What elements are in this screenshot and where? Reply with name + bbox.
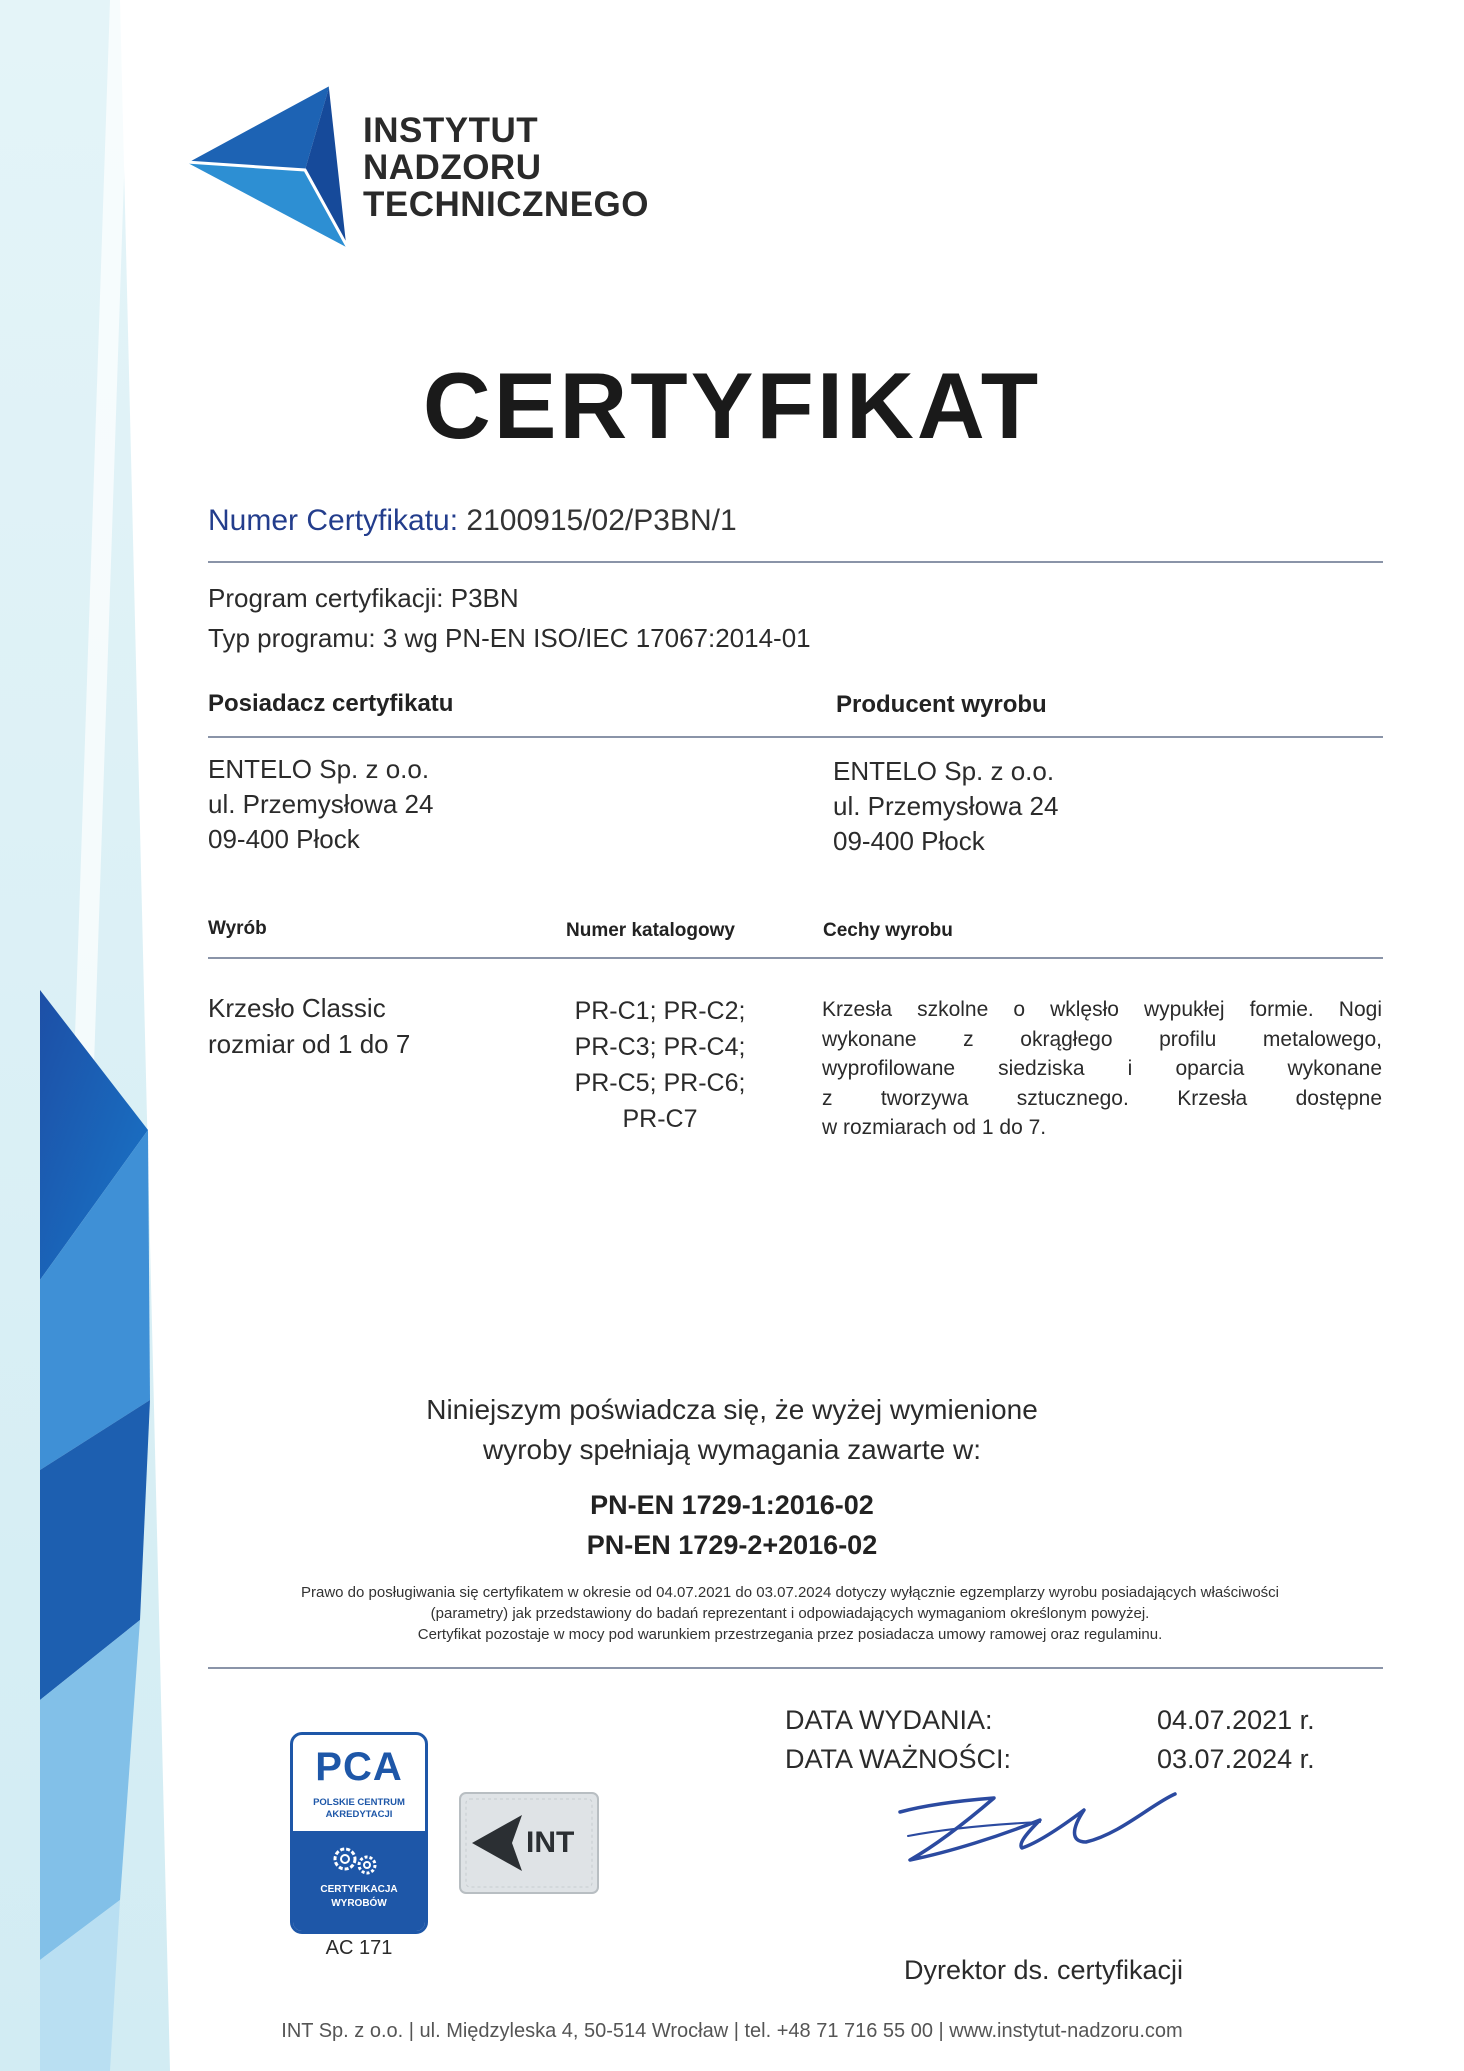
pca-subtitle [295, 1797, 423, 1821]
divider [208, 561, 1383, 563]
program-info [208, 578, 811, 658]
holder-line-1: ENTELO Sp. z o.o. [208, 754, 430, 784]
valid-date-value: 03.07.2024 r. [1157, 1744, 1315, 1774]
statement-line-1: Niniejszym poświadcza się, że wyżej wymienione [426, 1394, 1038, 1425]
footer-contact: INT Sp. z o.o. | ul. Międzyleska 4, 50-514 Wrocław | tel. +48 71 716 55 00 | www.instytut-nadzoru.com [281, 2020, 1183, 2042]
product-name [208, 990, 410, 1062]
valid-date-label: DATA WAŻNOŚCI: [785, 1744, 1012, 1774]
feature-line-1: Krzesła szkolne o wklęsło wypukłej formie. Nogi [822, 998, 1382, 1021]
product-line-2: rozmiar od 1 do 7 [208, 1029, 411, 1059]
document-title: CERTYFIKAT [422, 353, 1042, 458]
pca-accreditation-logo [290, 1732, 428, 1934]
feature-line-5: w rozmiarach od 1 do 7. [822, 1116, 1047, 1139]
catalog-line-4: PR-C7 [622, 1105, 698, 1133]
catalog-line-3: PR-C5; PR-C6; [574, 1069, 746, 1097]
feature-line-4: z tworzywa sztucznego. Krzesła dostępne [822, 1086, 1382, 1110]
institute-name-line-1: INSTYTUT [363, 111, 539, 150]
fine-print-line-3: Certyfikat pozostaje w mocy pod warunkiem przestrzegania przez posiadacza umowy ramowej oraz regulaminu. [417, 1626, 1163, 1643]
pca-subtitle-line-2: AKREDYTACJI [325, 1809, 393, 1820]
catalog-line-1: PR-C1; PR-C2; [574, 997, 746, 1025]
catalog-numbers [540, 993, 780, 1137]
holder-address [208, 752, 433, 857]
producer-line-2: ul. Przemysłowa 24 [833, 791, 1059, 821]
institute-name-line-3: TECHNICZNEGO [363, 185, 649, 224]
pca-bottom-text [295, 1883, 423, 1911]
director-signature [890, 1778, 1190, 1870]
catalog-column-header: Numer katalogowy [566, 920, 735, 941]
pca-logo-text: PCA [315, 1745, 403, 1789]
program-line: Program certyfikacji: P3BN [208, 583, 519, 613]
certificate-number-label: Numer Certyfikatu: [208, 504, 459, 537]
fine-print-line-1: Prawo do posługiwania się certyfikatem w okresie od 04.07.2021 do 03.07.2024 dotyczy wyłącznie egzemplarzy wyrobu posiadających właściwości [300, 1584, 1279, 1601]
divider [208, 957, 1383, 959]
institute-name-line-2: NADZORU [363, 148, 542, 187]
int-logo-icon [186, 84, 348, 248]
pca-subtitle-line-1: POLSKIE CENTRUM [313, 1797, 405, 1808]
product-line-1: Krzesło Classic [208, 993, 386, 1023]
holder-heading: Posiadacz certyfikatu [208, 690, 454, 717]
gears-icon [329, 1843, 385, 1879]
program-type-line: Typ programu: 3 wg PN-EN ISO/IEC 17067:2014-01 [208, 623, 811, 653]
fine-print-line-2: (parametry) jak przedstawiony do badań reprezentant i odpowiadających wymaganiom określonym powyżej. [430, 1605, 1150, 1622]
pca-bottom-line-1: CERTYFIKACJA [320, 1884, 398, 1895]
issue-date-label: DATA WYDANIA: [785, 1705, 993, 1735]
divider [208, 736, 1383, 738]
hologram-label: INT [526, 1826, 575, 1859]
accreditation-code: AC 171 [325, 1937, 393, 1959]
divider [208, 1667, 1383, 1669]
standard-2: PN-EN 1729-2+2016-02 [586, 1530, 878, 1560]
issue-date-value: 04.07.2021 r. [1157, 1705, 1315, 1735]
certificate-number [208, 504, 737, 538]
certificate-number-value: 2100915/02/P3BN/1 [466, 504, 737, 537]
features-column-header: Cechy wyrobu [823, 920, 953, 941]
producer-line-1: ENTELO Sp. z o.o. [833, 756, 1055, 786]
producer-heading: Producent wyrobu [836, 691, 1047, 718]
catalog-line-2: PR-C3; PR-C4; [574, 1033, 746, 1061]
holder-line-2: ul. Przemysłowa 24 [208, 789, 434, 819]
director-title: Dyrektor ds. certyfikacji [904, 1955, 1184, 1985]
standard-1: PN-EN 1729-1:2016-02 [590, 1490, 874, 1520]
producer-line-3: 09-400 Płock [833, 826, 985, 856]
product-column-header: Wyrób [208, 918, 267, 939]
product-features [822, 995, 1382, 1143]
institute-name [363, 112, 649, 223]
feature-line-2: wykonane z okrągłego profilu metalowego, [822, 1027, 1382, 1051]
fine-print [215, 1582, 1365, 1645]
producer-address [833, 754, 1058, 859]
holder-line-3: 09-400 Płock [208, 824, 360, 854]
feature-line-3: wyprofilowane siedziska i oparcia wykonane [822, 1057, 1382, 1080]
conformity-statement [0, 1390, 1464, 1470]
statement-line-2: wyroby spełniają wymagania zawarte w: [483, 1434, 981, 1465]
pca-bottom-line-2: WYROBÓW [331, 1898, 387, 1909]
